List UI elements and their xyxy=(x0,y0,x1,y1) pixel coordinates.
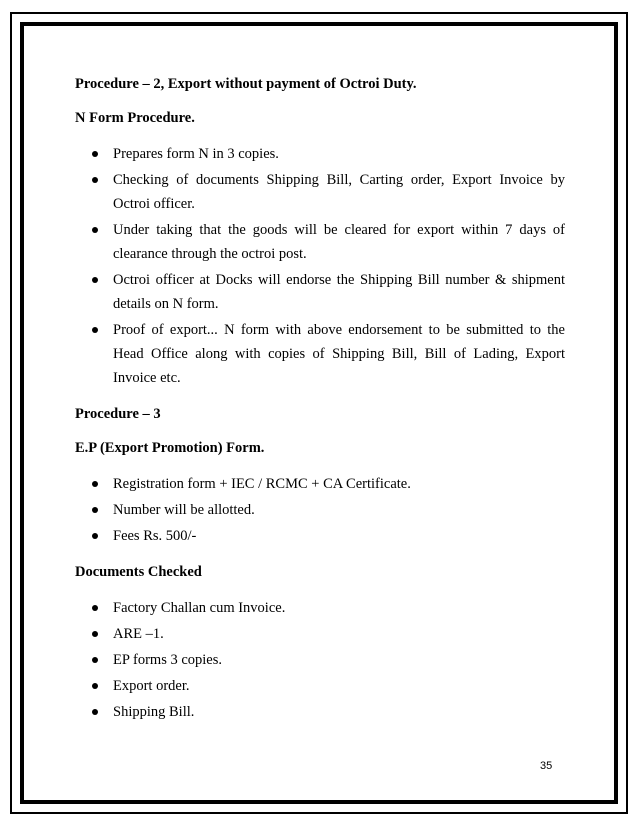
section-heading: Documents Checked xyxy=(75,564,202,580)
list-item: Proof of export... N form with above endorsement to be submitted to the Head Office along with copies of Shipping Bill, Bill of Lading, Export Invoice etc. xyxy=(75,318,565,390)
bullet-icon xyxy=(92,507,98,513)
section-heading: Procedure – 3 xyxy=(75,406,161,422)
bullet-icon xyxy=(92,177,98,183)
bullet-icon xyxy=(92,631,98,637)
list-item: Registration form + IEC / RCMC + CA Certificate. xyxy=(75,472,565,496)
list-item: Factory Challan cum Invoice. xyxy=(75,596,565,620)
bullet-icon xyxy=(92,605,98,611)
list-item: Octroi officer at Docks will endorse the Shipping Bill number & shipment details on N form. xyxy=(75,268,565,316)
bullet-list xyxy=(75,596,565,724)
section-subheading: E.P (Export Promotion) Form. xyxy=(75,440,265,456)
list-item: Under taking that the goods will be cleared for export within 7 days of clearance through the octroi post. xyxy=(75,218,565,266)
list-item: ARE –1. xyxy=(75,622,565,646)
bullet-icon xyxy=(92,709,98,715)
bullet-icon xyxy=(92,683,98,689)
bullet-icon xyxy=(92,533,98,539)
bullet-icon xyxy=(92,227,98,233)
list-item: Prepares form N in 3 copies. xyxy=(75,142,565,166)
list-item: Fees Rs. 500/- xyxy=(75,524,565,548)
bullet-list xyxy=(75,472,565,548)
list-item: Export order. xyxy=(75,674,565,698)
bullet-icon xyxy=(92,657,98,663)
list-item: EP forms 3 copies. xyxy=(75,648,565,672)
bullet-list xyxy=(75,142,565,390)
document-body xyxy=(75,74,565,738)
bullet-icon xyxy=(92,277,98,283)
list-item: Shipping Bill. xyxy=(75,700,565,724)
section-subheading: N Form Procedure. xyxy=(75,110,195,126)
bullet-icon xyxy=(92,481,98,487)
list-item: Checking of documents Shipping Bill, Carting order, Export Invoice by Octroi officer. xyxy=(75,168,565,216)
list-item: Number will be allotted. xyxy=(75,498,565,522)
bullet-icon xyxy=(92,327,98,333)
bullet-icon xyxy=(92,151,98,157)
section-heading: Procedure – 2, Export without payment of Octroi Duty. xyxy=(75,76,417,92)
page-number: 35 xyxy=(540,760,553,772)
